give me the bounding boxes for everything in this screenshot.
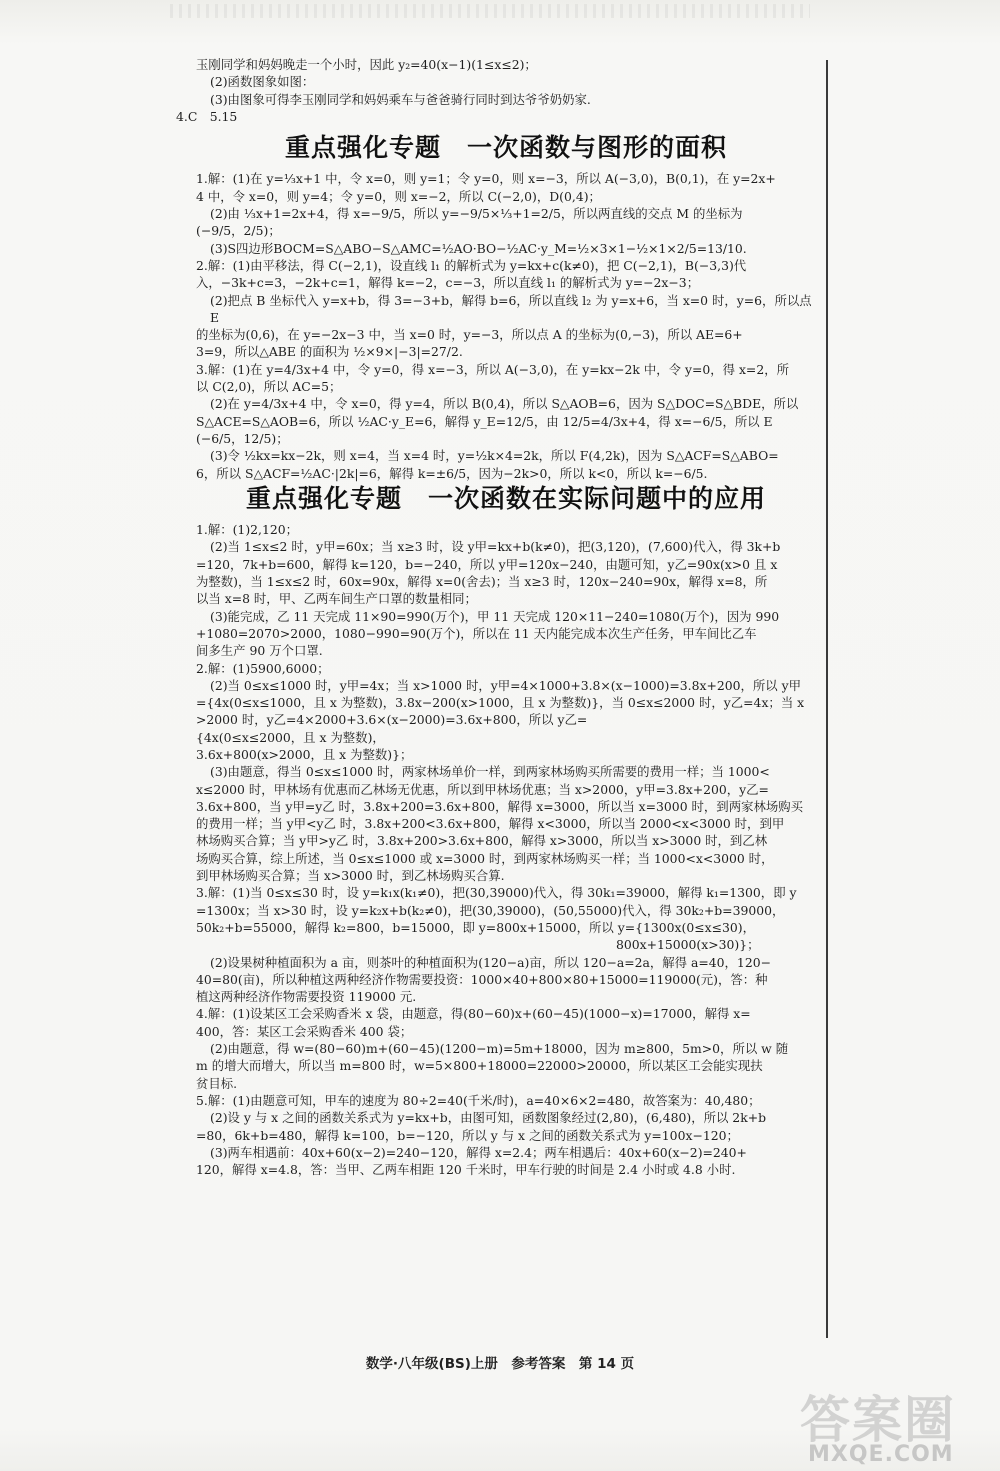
text-line: 3.解：(1)在 y=4/3x+4 中，令 y=0，得 x=−3，所以 A(−3,0)，在 y=kx−2k 中，令 y=0，得 x=2，所	[196, 361, 789, 377]
text-line: (3)两车相遇前：40x+60(x−2)=240−120，解得 x=2.4；两车相遇后：40x+60(x−2)=240+	[210, 1144, 747, 1160]
text-line: 玉刚同学和妈妈晚走一个小时，因此 y₂=40(x−1)(1≤x≤2)；	[196, 57, 537, 72]
text-line: m 的增大而增大，所以当 m=800 时，w=5×800+18000=22000>20000，所以某区工会能实现扶	[196, 1058, 763, 1074]
page-footer: 数学·八年级(BS)上册 参考答案 第 14 页	[365, 1356, 635, 1372]
answer-content	[176, 56, 816, 1178]
text-line: (2)当 1≤x≤2 时，y甲=60x；当 x≥3 时，设 y甲=kx+b(k≠0)，把(3,120)，(7,600)代入，得 3k+b	[210, 539, 781, 555]
text-line: 林场购买合算；当 y甲>y乙 时，3.8x+200>3.6x+800，解得 x>3000，所以当 x>3000 时，到乙林	[196, 833, 768, 849]
text-line: 120，解得 x=4.8，答：当甲、乙两车相距 120 千米时，甲车行驶的时间是 2.4 小时或 4.8 小时.	[196, 1162, 736, 1178]
text-line: (3)能完成，乙 11 天完成 11×90=990(万个)，甲 11 天完成 120×11−240=1080(万个)，因为 990	[210, 608, 780, 624]
section-title-area: 重点强化专题 一次函数与图形的面积	[284, 133, 727, 163]
text-line: (−9/5，2/5)；	[196, 223, 281, 239]
section-title-application: 重点强化专题 一次函数在实际问题中的应用	[245, 483, 766, 513]
text-line: {4x(0≤x≤2000，且 x 为整数)，	[196, 729, 385, 745]
text-line: 4.解：(1)设某区工会采购香米 x 袋，由题意，得(80−60)x+(60−45)(1000−x)=17000，解得 x=	[196, 1006, 751, 1022]
text-line: >2000 时，y乙=4×2000+3.6×(x−2000)=3.6x+800，所以 y乙=	[196, 712, 588, 728]
text-line: +1080=2070>2000，1080−990=90(万个)，所以在 11 天内能完成本次生产任务，甲车间比乙车	[196, 625, 757, 641]
text-line: 的费用一样；当 y甲<y乙 时，3.8x+200<3.6x+800，解得 x<3000，所以当 2000<x<3000 时，到甲	[196, 816, 785, 832]
column-rule	[826, 60, 828, 1338]
text-line: (3)令 ½kx=kx−2k，则 x=4，当 x=4 时，y=½k×4=2k，所以 F(4,2k)，因为 S△ACF=S△ABO=	[210, 448, 779, 464]
text-line: (2)当 0≤x≤1000 时，y甲=4x；当 x>1000 时，y甲=4×1000+3.8×(x−1000)=3.8x+200，所以 y甲	[210, 677, 801, 693]
text-line: 贫目标.	[196, 1075, 238, 1091]
text-line: 40=80(亩)，所以种植这两种经济作物需要投资：1000×40+800×80+15000=119000(元)，答：种	[196, 971, 768, 987]
text-line: 的坐标为(0,6)，在 y=−2x−3 中，当 x=0 时，y=−3，所以点 A 的坐标为(0,−3)，所以 AE=6+	[196, 327, 743, 343]
text-line: (2)由 ⅓x+1=2x+4，得 x=−9/5，所以 y=−9/5×⅓+1=2/5，所以两直线的交点 M 的坐标为	[210, 206, 743, 222]
text-line: 1.解：(1)在 y=⅓x+1 中，令 x=0，则 y=1；令 y=0，则 x=−3，所以 A(−3,0)，B(0,1)，在 y=2x+	[196, 171, 776, 187]
text-line: =80，6k+b=480，解得 k=100，b=−120，所以 y 与 x 之间的函数关系式为 y=100x−120；	[196, 1127, 739, 1143]
text-line: 场购买合算，综上所述，当 0≤x≤1000 或 x=3000 时，到两家林场购买一样；当 1000<x<3000 时，	[196, 850, 774, 866]
text-line: S△ACE=S△AOB=6，所以 ½AC·y_E=6，解得 y_E=12/5，由 12/5=4/3x+4，得 x=−6/5，所以 E	[196, 413, 773, 429]
text-line: (2)把点 B 坐标代入 y=x+b，得 3=−3+b，解得 b=6，所以直线 l₂ 为 y=x+6，当 x=0 时，y=6，所以点 E	[210, 292, 812, 325]
text-line: 6，所以 S△ACF=½AC·|2k|=6，解得 k=±6/5，因为−2k>0，所以 k<0，所以 k=−6/5.	[196, 465, 708, 481]
text-line: 间多生产 90 万个口罩.	[196, 643, 323, 659]
text-line: =120，7k+b=600，解得 k=120，b=−240，所以 y甲=120x−240，由题可知，y乙=90x(x>0 且 x	[196, 556, 778, 572]
section-application-body	[196, 521, 816, 1178]
text-line: ={4x(0≤x≤1000，且 x 为整数)，3.8x−200(x>1000，且 x 为整数)}，当 0≤x≤2000 时，y乙=4x；当 x	[196, 695, 805, 711]
text-line: 2.解：(1)5900,6000；	[196, 660, 330, 676]
text-line: 3.6x+800，当 y甲=y乙 时，3.8x+200=3.6x+800，解得 x=3000，所以当 x=3000 时，到两家林场购买	[196, 798, 804, 814]
text-line: 4 中，令 x=0，则 y=4；令 y=0，则 x=−2，所以 C(−2,0)，D(0,4)；	[196, 188, 601, 204]
text-line: x≤2000 时，甲林场有优惠而乙林场无优惠，所以到甲林场优惠；当 x>2000，y甲=3.8x+200，y乙=	[196, 781, 769, 797]
text-line: (3)由图象可得李玉刚同学和妈妈乘车与爸爸骑行同时到达爷爷奶奶家.	[210, 91, 591, 107]
text-line: 到甲林场购买合算；当 x>3000 时，到乙林场购买合算.	[196, 868, 505, 884]
text-line: 4.C 5.15	[176, 108, 238, 124]
text-line: 入，−3k+c=3，−2k+c=1，解得 k=−2，c=−3，所以直线 l₁ 的解析式为 y=−2x−3；	[196, 275, 700, 291]
text-line: 5.解：(1)由题意可知，甲车的速度为 80÷2=40(千米/时)，a=40×6×2=480，故答案为：40,480；	[196, 1092, 761, 1108]
text-line: (2)在 y=4/3x+4 中，令 x=0，得 y=4，所以 B(0,4)，所以 S△AOB=6，因为 S△DOC=S△BDE，所以	[210, 396, 799, 412]
watermark-url: MXQE.COM	[808, 1442, 954, 1467]
text-line: (2)设果树种植面积为 a 亩，则茶叶的种植面积为(120−a)亩，所以 120−a=2a，解得 a=40，120−	[210, 954, 771, 970]
text-line: 800x+15000(x>30)}；	[616, 937, 760, 953]
watermark-logo	[790, 1380, 990, 1470]
text-line: (−6/5，12/5)；	[196, 430, 289, 446]
text-line: (3)由题意，得当 0≤x≤1000 时，两家林场单价一样，到两家林场购买所需要的费用一样；当 1000<	[210, 764, 770, 780]
text-line: 3=9，所以△ABE 的面积为 ½×9×|−3|=27/2.	[196, 344, 463, 360]
watermark-text: 答案圈	[800, 1391, 956, 1449]
text-line: =1300x；当 x>30 时，设 y=k₂x+b(k₂≠0)，把(30,39000)，(50,55000)代入，得 30k₂+b=39000，	[196, 902, 785, 918]
text-line: 植这两种经济作物需要投资 119000 元.	[196, 989, 417, 1005]
section-area-body	[196, 170, 816, 481]
text-line: 3.6x+800(x>2000，且 x 为整数)}；	[196, 746, 413, 762]
text-line: 以 C(2,0)，所以 AC=5；	[196, 379, 342, 395]
top-lines	[176, 56, 816, 125]
text-line: 1.解：(1)2,120；	[196, 522, 299, 538]
text-line: 以当 x=8 时，甲、乙两车间生产口罩的数量相同；	[196, 591, 477, 607]
text-line: 为整数)，当 1≤x≤2 时，60x=90x，解得 x=0(舍去)；当 x≥3 时，120x−240=90x，解得 x=8，所	[196, 574, 768, 590]
text-line: 400，答：某区工会采购香米 400 袋；	[196, 1023, 413, 1039]
text-line: (2)设 y 与 x 之间的函数关系式为 y=kx+b，由图可知，函数图象经过(2,80)，(6,480)，所以 2k+b	[210, 1110, 767, 1126]
text-line: (2)由题意，得 w=(80−60)m+(60−45)(1200−m)=5m+18000，因为 m≥800，5m>0，所以 w 随	[210, 1041, 789, 1057]
scan-noise	[170, 4, 810, 18]
text-line: (2)函数图象如图：	[210, 74, 315, 90]
text-line: 2.解：(1)由平移法，得 C(−2,1)，设直线 l₁ 的解析式为 y=kx+c(k≠0)，把 C(−2,1)，B(−3,3)代	[196, 257, 747, 273]
text-line: 3.解：(1)当 0≤x≤30 时，设 y=k₁x(k₁≠0)，把(30,39000)代入，得 30k₁=39000，解得 k₁=1300，即 y	[196, 885, 797, 901]
text-line: (3)S四边形BOCM=S△ABO−S△AMC=½AO·BO−½AC·y_M=½×3×1−½×1×2/5=13/10.	[210, 240, 747, 256]
text-line: 50k₂+b=55000，解得 k₂=800，b=15000，即 y=800x+15000，所以 y={1300x(0≤x≤30)，	[196, 919, 755, 935]
